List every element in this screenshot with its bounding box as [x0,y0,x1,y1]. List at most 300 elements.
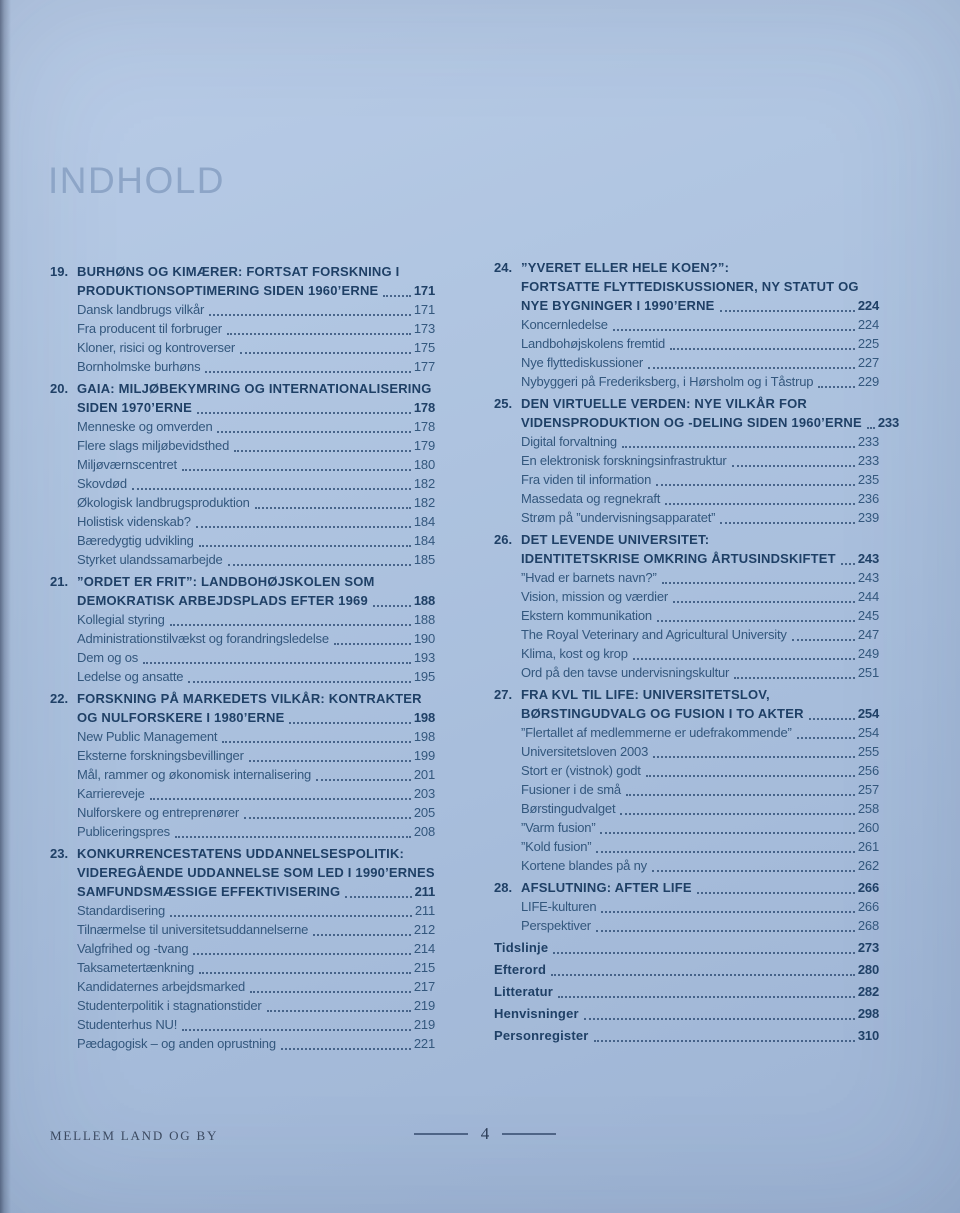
toc-page-number: 177 [413,359,435,374]
toc-sub-entry [50,417,435,436]
toc-chapter-entry [50,572,435,610]
toc-chapter-entry [494,394,899,432]
toc-page-number: 219 [413,1017,435,1032]
toc-sub-entry [494,587,879,606]
toc-page-number: 173 [413,321,435,336]
toc-page-number: 229 [857,374,879,389]
toc-sub-entry [50,474,435,493]
chapter-number: 24. [494,260,513,275]
toc-page-number: 188 [413,593,435,608]
toc-entry-label: Landbohøjskolens fremtid [521,336,666,351]
toc-sub-entry [494,780,879,799]
toc-backmatter-entry [494,960,879,979]
dot-leader [240,352,411,354]
dot-leader [150,798,411,800]
toc-backmatter-entry [494,982,879,1001]
toc-sub-entry [494,489,879,508]
toc-sub-entry [494,916,879,935]
toc-page-number: 239 [857,510,879,525]
toc-page-number: 182 [413,495,435,510]
toc-page-number: 233 [857,453,879,468]
dot-leader [841,563,855,565]
toc-sub-entry [494,625,879,644]
toc-page-number: 180 [413,457,435,472]
toc-page-number: 258 [857,801,879,816]
toc-sub-entry [494,761,879,780]
toc-page-number: 255 [857,744,879,759]
chapter-title-text: FRA KVL TIL LIFE: UNIVERSITETSLOV, [521,687,770,702]
toc-page-number: 233 [857,434,879,449]
chapter-title-text: IDENTITETSKRISE OMKRING ÅRTUSINDSKIFTET [521,551,836,566]
dot-leader [316,779,411,781]
toc-backmatter-entry [494,1004,879,1023]
toc-page-number: 171 [413,302,435,317]
toc-sub-entry [494,742,879,761]
chapter-title-text: VIDENSPRODUKTION OG -DELING SIDEN 1960’ERNE [521,415,862,430]
toc-page-number: 233 [877,415,899,430]
toc-entry-label: Stort er (vistnok) godt [521,763,641,778]
dot-leader [228,564,411,566]
chapter-title-text: PRODUKTIONSOPTIMERING SIDEN 1960’ERNE [77,283,379,298]
toc-page-number: 179 [413,438,435,453]
toc-sub-entry [50,822,435,841]
toc-sub-entry [50,996,435,1015]
toc-page-number: 185 [413,552,435,567]
dot-leader [633,658,855,660]
toc-sub-entry [50,784,435,803]
toc-page-number: 211 [414,884,435,899]
dot-leader [553,952,855,954]
dot-leader [720,310,855,312]
toc-sub-entry [494,470,879,489]
toc-sub-entry [494,663,879,682]
toc-page-number: 254 [857,706,879,721]
chapter-title-line [50,398,435,417]
dot-leader [143,662,411,664]
dot-leader [601,911,854,913]
page-title: INDHOLD [48,160,226,201]
toc-sub-entry [50,727,435,746]
chapter-title-text: VIDEREGÅENDE UDDANNELSE SOM LED I 1990’ERNES [77,865,435,880]
chapter-title-text: NYE BYGNINGER I 1990’ERNE [521,298,715,313]
chapter-title-text: DEN VIRTUELLE VERDEN: NYE VILKÅR FOR [521,396,807,411]
toc-page-number: 257 [857,782,879,797]
toc-page-number: 219 [413,998,435,1013]
toc-page-number: 205 [413,805,435,820]
dot-leader [594,1040,855,1042]
toc-page-number: 266 [857,899,879,914]
toc-chapter-entry [50,379,435,417]
toc-sub-entry [50,765,435,784]
dot-leader [867,427,875,429]
chapter-title-text: BØRSTINGUDVALG OG FUSION I TO AKTER [521,706,804,721]
toc-page-number: 310 [857,1028,879,1043]
toc-page-number: 215 [413,960,435,975]
dot-leader [626,794,855,796]
toc-entry-label: The Royal Veterinary and Agricultural University [521,627,787,642]
dot-leader [182,1029,411,1031]
chapter-title-line [50,863,435,882]
toc-sub-entry [494,372,879,391]
toc-entry-label: Ekstern kommunikation [521,608,652,623]
toc-page-number: 188 [413,612,435,627]
toc-entry-label: Nye flyttediskussioner [521,355,644,370]
toc-entry-label: En elektronisk forskningsinfrastruktur [521,453,727,468]
toc-page-number: 212 [413,922,435,937]
dot-leader [646,775,855,777]
toc-entry-label: New Public Management [77,729,218,744]
toc-entry-label: Studenterpolitik i stagnationstider [77,998,262,1013]
dot-leader [313,934,411,936]
dot-leader [182,469,411,471]
toc-entry-label: Dansk landbrugs vilkår [77,302,205,317]
toc-entry-label: Fusioner i de små [521,782,621,797]
toc-sub-entry [494,799,879,818]
toc-page-number: 221 [413,1036,435,1051]
dot-leader [809,718,855,720]
toc-entry-label: Kollegial styring [77,612,165,627]
toc-sub-entry [50,357,435,376]
toc-page-number: 236 [857,491,879,506]
dot-leader [720,522,855,524]
toc-sub-entry [50,746,435,765]
toc-sub-entry [50,319,435,338]
chapter-number: 27. [494,687,513,702]
toc-sub-entry [50,939,435,958]
dot-leader [613,329,855,331]
chapter-title-line [494,878,879,897]
dot-leader [281,1048,411,1050]
toc-entry-label: Pædagogisk – og anden oprustning [77,1036,276,1051]
toc-page-number: 198 [413,710,435,725]
dot-leader [600,832,854,834]
toc-chapter-entry [494,258,879,315]
chapter-title-text: FORSKNING PÅ MARKEDETS VILKÅR: KONTRAKTER [77,691,422,706]
dot-leader [249,760,411,762]
dot-leader [227,333,411,335]
chapter-title-text: OG NULFORSKERE I 1980’ERNE [77,710,285,725]
dot-leader [652,870,855,872]
toc-page-number: 190 [413,631,435,646]
dot-leader [345,896,411,898]
toc-page-number: 266 [857,880,879,895]
toc-entry-label: Koncernledelse [521,317,608,332]
dot-leader [673,601,855,603]
toc-column-left [50,255,435,1053]
toc-sub-entry [50,493,435,512]
toc-page-number: 254 [857,725,879,740]
toc-sub-entry [494,897,879,916]
page-edge-shadow [0,0,11,1213]
toc-entry-label: Økologisk landbrugsproduktion [77,495,250,510]
chapter-title-line [50,281,435,300]
toc-chapter-entry [494,878,879,897]
dot-leader [170,624,411,626]
dot-leader [193,953,411,955]
chapter-number: 19. [50,264,69,279]
dot-leader [250,991,411,993]
dot-leader [797,737,855,739]
toc-chapter-entry [50,689,435,727]
toc-page-number: 249 [857,646,879,661]
toc-page-number: 273 [857,940,879,955]
toc-page-number: 214 [413,941,435,956]
toc-chapter-entry [50,844,435,901]
toc-entry-label: Studenterhus NU! [77,1017,178,1032]
toc-sub-entry [50,920,435,939]
toc-sub-entry [50,610,435,629]
chapter-title-text: GAIA: MILJØBEKYMRING OG INTERNATIONALISERING [77,381,432,396]
dot-leader [620,813,855,815]
chapter-title-text: BURHØNS OG KIMÆRER: FORTSAT FORSKNING I [77,264,400,279]
dot-leader [734,677,855,679]
toc-entry-label: Dem og os [77,650,139,665]
toc-sub-entry [494,644,879,663]
toc-backmatter-entry [494,1026,879,1045]
footer-book-title: MELLEM LAND OG BY [50,1128,219,1143]
toc-sub-entry [50,648,435,667]
toc-sub-entry [50,1034,435,1053]
toc-sub-entry [494,451,879,470]
toc-page-number: 280 [857,962,879,977]
dot-leader [584,1018,855,1020]
toc-page-number: 203 [413,786,435,801]
toc-page-number: 298 [857,1006,879,1021]
toc-entry-label: ”Varm fusion” [521,820,596,835]
dot-leader [217,431,410,433]
dot-leader [665,503,855,505]
toc-entry-label: Personregister [494,1028,589,1043]
dot-leader [289,722,410,724]
dot-leader [373,605,411,607]
dot-leader [697,892,855,894]
toc-page-number: 256 [857,763,879,778]
toc-page-number: 227 [857,355,879,370]
chapter-title-line [494,296,879,315]
chapter-number: 22. [50,691,69,706]
toc-entry-label: ”Flertallet af medlemmerne er udefrakommende” [521,725,792,740]
toc-page-number: 245 [857,608,879,623]
toc-page-number: 217 [413,979,435,994]
toc-sub-entry [50,667,435,686]
dot-leader [196,526,411,528]
chapter-title-line [494,413,899,432]
toc-entry-label: Fra producent til forbruger [77,321,222,336]
chapter-number: 23. [50,846,69,861]
chapter-title-text: ”YVERET ELLER HELE KOEN?”: [521,260,730,275]
chapter-number: 25. [494,396,513,411]
toc-entry-label: Holistisk videnskab? [77,514,191,529]
toc-column-right [494,255,899,1053]
dot-leader [197,412,411,414]
chapter-title-line [50,882,435,901]
dot-leader [596,930,855,932]
toc-sub-entry [50,512,435,531]
chapter-number: 26. [494,532,513,547]
toc-entry-label: ”Hvad er barnets navn?” [521,570,657,585]
toc-entry-label: Vision, mission og værdier [521,589,669,604]
dot-leader [267,1010,411,1012]
dot-leader [132,488,411,490]
toc-chapter-entry [50,262,435,300]
toc-entry-label: Valgfrihed og -tvang [77,941,189,956]
toc-page-number: 224 [857,298,879,313]
toc-entry-label: Perspektiver [521,918,591,933]
dot-leader [792,639,855,641]
toc-columns [50,255,899,1053]
toc-sub-entry [50,803,435,822]
toc-sub-entry [50,550,435,569]
toc-backmatter-entry [494,938,879,957]
chapter-title-line [494,685,879,704]
dot-leader [175,836,411,838]
toc-sub-entry [50,338,435,357]
toc-entry-label: Kandidaternes arbejdsmarked [77,979,246,994]
toc-sub-entry [494,568,879,587]
chapter-title-text: SIDEN 1970’ERNE [77,400,192,415]
toc-page-number: 224 [857,317,879,332]
toc-chapter-entry [494,530,879,568]
chapter-title-text: FORTSATTE FLYTTEDISKUSSIONER, NY STATUT OG [521,279,859,294]
toc-page-number: 195 [413,669,435,684]
toc-page-number: 201 [413,767,435,782]
toc-page-number: 261 [857,839,879,854]
chapter-title-line [50,689,435,708]
toc-entry-label: Tidslinje [494,940,549,955]
toc-entry-label: Henvisninger [494,1006,579,1021]
toc-page-number: 208 [413,824,435,839]
chapter-title-line [494,704,879,723]
toc-page-number: 243 [857,570,879,585]
page-number-rule-right [502,1133,556,1135]
page-number: 4 [480,1124,490,1143]
dot-leader [656,484,855,486]
chapter-title-line [494,277,879,296]
toc-entry-label: Standardisering [77,903,166,918]
toc-page-number: 282 [857,984,879,999]
chapter-title-text: DEMOKRATISK ARBEJDSPLADS EFTER 1969 [77,593,368,608]
dot-leader [222,741,411,743]
page-number-rule-left [414,1133,468,1135]
dot-leader [818,386,855,388]
toc-sub-entry [494,837,879,856]
dot-leader [199,545,411,547]
toc-entry-label: Litteratur [494,984,554,999]
dot-leader [209,314,411,316]
toc-page-number: 184 [413,533,435,548]
toc-sub-entry [494,818,879,837]
chapter-title-line [50,379,435,398]
toc-page-number: 235 [857,472,879,487]
chapter-title-line [494,394,879,413]
chapter-title-line [50,262,435,281]
toc-page-number: 243 [857,551,879,566]
toc-entry-label: Administrationstilvækst og forandringsledelse [77,631,329,646]
chapter-number: 20. [50,381,69,396]
dot-leader [558,996,855,998]
toc-entry-label: Fra viden til information [521,472,652,487]
dot-leader [255,507,411,509]
toc-sub-entry [494,334,879,353]
toc-entry-label: Klima, kost og krop [521,646,628,661]
toc-page-number: 260 [857,820,879,835]
dot-leader [334,643,411,645]
toc-entry-label: Børstingudvalget [521,801,616,816]
dot-leader [648,367,855,369]
chapter-title-line [50,844,435,863]
dot-leader [732,465,855,467]
toc-entry-label: Miljøværnscentret [77,457,177,472]
toc-entry-label: Universitetsloven 2003 [521,744,649,759]
toc-entry-label: Nybyggeri på Frederiksberg, i Hørsholm og i Tåstrup [521,374,814,389]
toc-page-number: 193 [413,650,435,665]
toc-entry-label: Ledelse og ansatte [77,669,184,684]
toc-entry-label: Styrket ulandssamarbejde [77,552,223,567]
toc-sub-entry [494,508,879,527]
dot-leader [653,756,855,758]
toc-entry-label: Karriereveje [77,786,145,801]
toc-entry-label: Menneske og omverden [77,419,213,434]
toc-entry-label: Nulforskere og entreprenører [77,805,240,820]
toc-entry-label: Ord på den tavse undervisningskultur [521,665,730,680]
chapter-title-line [50,591,435,610]
toc-sub-entry [494,353,879,372]
dot-leader [657,620,855,622]
toc-entry-label: Eksterne forskningsbevillinger [77,748,244,763]
toc-sub-entry [50,901,435,920]
chapter-number: 21. [50,574,69,589]
toc-entry-label: Tilnærmelse til universitetsuddannelserne [77,922,309,937]
toc-page-number: 251 [857,665,879,680]
chapter-title-line [494,549,879,568]
toc-entry-label: Taksametertænkning [77,960,195,975]
dot-leader [199,972,411,974]
chapter-number: 28. [494,880,513,895]
chapter-title-line [50,572,435,591]
toc-entry-label: Publiceringspres [77,824,170,839]
toc-sub-entry [50,977,435,996]
toc-entry-label: Bornholmske burhøns [77,359,201,374]
toc-entry-label: Efterord [494,962,547,977]
toc-sub-entry [494,606,879,625]
toc-sub-entry [50,958,435,977]
toc-page-number: 184 [413,514,435,529]
chapter-title-line [50,708,435,727]
toc-page-number: 171 [413,283,435,298]
chapter-title-text: ”ORDET ER FRIT”: LANDBOHØJSKOLEN SOM [77,574,375,589]
toc-sub-entry [494,723,879,742]
toc-entry-label: ”Kold fusion” [521,839,592,854]
toc-page-number: 199 [413,748,435,763]
toc-sub-entry [494,315,879,334]
toc-page-number: 211 [414,903,435,918]
toc-page-number: 178 [413,419,435,434]
toc-chapter-entry [494,685,879,723]
toc-entry-label: Flere slags miljøbevidsthed [77,438,230,453]
toc-sub-entry [50,455,435,474]
toc-entry-label: LIFE-kulturen [521,899,597,914]
toc-sub-entry [494,856,879,875]
toc-sub-entry [50,629,435,648]
chapter-title-text: SAMFUNDSMÆSSIGE EFFEKTIVISERING [77,884,341,899]
dot-leader [244,817,411,819]
chapter-title-text: AFSLUTNING: AFTER LIFE [521,880,692,895]
dot-leader [170,915,412,917]
toc-page-number: 268 [857,918,879,933]
dot-leader [662,582,855,584]
toc-page-number: 178 [413,400,435,415]
chapter-title-text: KONKURRENCESTATENS UDDANNELSESPOLITIK: [77,846,405,861]
